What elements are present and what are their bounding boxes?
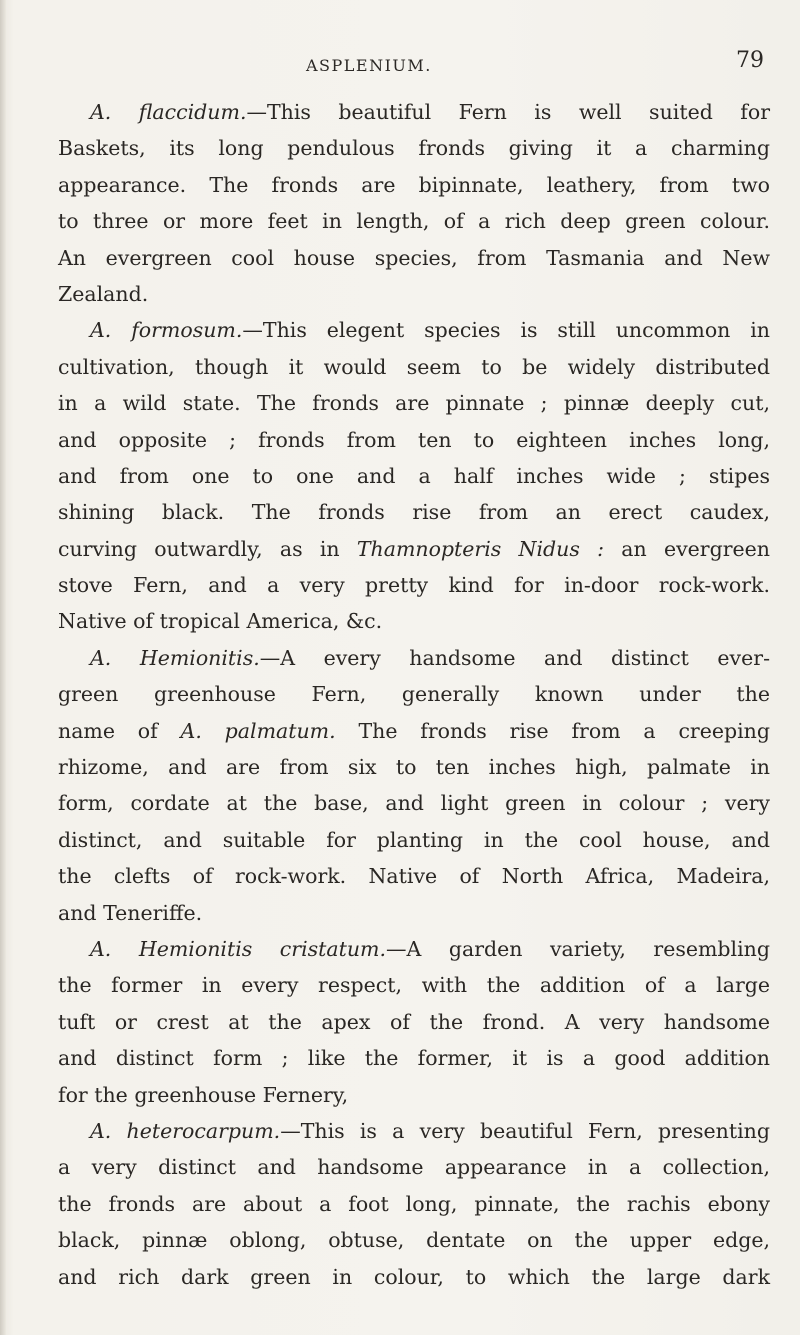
text-run: and Teneriffe. xyxy=(58,900,203,925)
text-line xyxy=(58,676,770,712)
text-run: and from one to one and a half inches wide ; stipes xyxy=(58,463,770,488)
text-line xyxy=(58,640,770,676)
text-run: curving outwardly, as in xyxy=(58,536,357,561)
text-line xyxy=(58,349,770,385)
species-name: A. Hemionitis cristatum. xyxy=(90,936,387,961)
text-line xyxy=(58,785,770,821)
text-run: the fronds are about a foot long, pinnate, the rachis ebony xyxy=(58,1191,770,1216)
text-line xyxy=(58,1222,770,1258)
text-run: shining black. The fronds rise from an erect caudex, xyxy=(58,500,770,525)
species-name: A. heterocarpum. xyxy=(90,1118,281,1143)
text-run: and opposite ; fronds from ten to eighteen inches long, xyxy=(58,427,770,452)
text-line xyxy=(58,895,770,931)
text-run: Native of tropical America, &c. xyxy=(58,609,383,634)
text-run: for the greenhouse Fernery, xyxy=(58,1082,349,1107)
species-name: A. formosum. xyxy=(90,318,243,343)
text-line xyxy=(58,422,770,458)
text-run: —This is a very beautiful Fern, presenting xyxy=(280,1118,771,1143)
text-line xyxy=(58,1149,770,1185)
text-run: and rich dark green in colour, to which the large dark xyxy=(58,1264,770,1289)
text-run: the former in every respect, with the addition of a large xyxy=(58,973,770,998)
text-run: —This beautiful Fern is well suited for xyxy=(246,100,770,124)
text-line xyxy=(58,1004,770,1040)
running-title: ASPLENIUM. xyxy=(306,56,432,75)
text-line xyxy=(58,858,770,894)
text-run: Zealand. xyxy=(58,281,149,306)
text-run: —A every handsome and distinct ever- xyxy=(259,645,770,670)
text-line xyxy=(58,931,770,967)
text-line xyxy=(58,967,770,1003)
text-line xyxy=(58,494,770,530)
text-line xyxy=(58,1077,770,1113)
species-name: A. Hemionitis. xyxy=(90,645,260,670)
text-line xyxy=(58,1040,770,1076)
running-head xyxy=(0,48,800,80)
text-run: green greenhouse Fern, generally known under the xyxy=(58,682,770,707)
text-run: —A garden variety, resembling xyxy=(386,936,770,961)
text-run: stove Fern, and a very pretty kind for in-door rock-work. xyxy=(58,573,770,598)
text-line xyxy=(58,822,770,858)
text-run: Baskets, its long pendulous fronds giving it a charming xyxy=(58,136,770,161)
text-run: tuft or crest at the apex of the frond. A very handsome xyxy=(58,1009,770,1034)
text-run: —This elegent species is still uncommon in xyxy=(242,318,770,343)
text-run: appearance. The fronds are bipinnate, leathery, from two xyxy=(58,172,770,197)
page-binding-edge xyxy=(0,0,6,1335)
text-line xyxy=(58,567,770,603)
text-run: and distinct form ; like the former, it is a good addition xyxy=(58,1046,770,1071)
text-line xyxy=(58,94,770,130)
text-run: The fronds rise from a creeping xyxy=(335,718,770,743)
text-line xyxy=(58,276,770,312)
text-line xyxy=(58,458,770,494)
text-run: rhizome, and are from six to ten inches high, palmate in xyxy=(58,755,770,780)
text-line xyxy=(58,531,770,567)
text-run: an evergreen xyxy=(604,536,770,561)
text-run: black, pinnæ oblong, obtuse, dentate on the upper edge, xyxy=(58,1228,770,1253)
text-line xyxy=(58,312,770,348)
text-run: to three or more feet in length, of a rich deep green colour. xyxy=(58,209,770,234)
text-line xyxy=(58,385,770,421)
text-line xyxy=(58,603,770,639)
text-run: name of xyxy=(58,718,181,743)
text-run: the clefts of rock-work. Native of North Africa, Madeira, xyxy=(58,864,770,889)
text-run: a very distinct and handsome appearance in a collection, xyxy=(58,1155,770,1180)
text-run: distinct, and suitable for planting in the cool house, and xyxy=(58,827,770,852)
text-line xyxy=(58,749,770,785)
text-line xyxy=(58,240,770,276)
text-run: form, cordate at the base, and light green in colour ; very xyxy=(58,791,770,816)
text-line xyxy=(58,1186,770,1222)
text-line xyxy=(58,713,770,749)
text-line xyxy=(58,203,770,239)
text-line xyxy=(58,1113,770,1149)
text-line xyxy=(58,167,770,203)
text-run: in a wild state. The fronds are pinnate ; pinnæ deeply cut, xyxy=(58,391,770,416)
body-text xyxy=(58,94,770,1295)
text-run: An evergreen cool house species, from Tasmania and New xyxy=(58,245,770,270)
text-line xyxy=(58,130,770,166)
page-number: 79 xyxy=(736,48,764,73)
species-name: A. flaccidum. xyxy=(90,100,247,124)
species-name: A. palmatum. xyxy=(180,718,336,743)
text-run: cultivation, though it would seem to be widely distributed xyxy=(58,354,770,379)
species-name: Thamnopteris Nidus : xyxy=(356,536,605,561)
text-line xyxy=(58,1259,770,1295)
